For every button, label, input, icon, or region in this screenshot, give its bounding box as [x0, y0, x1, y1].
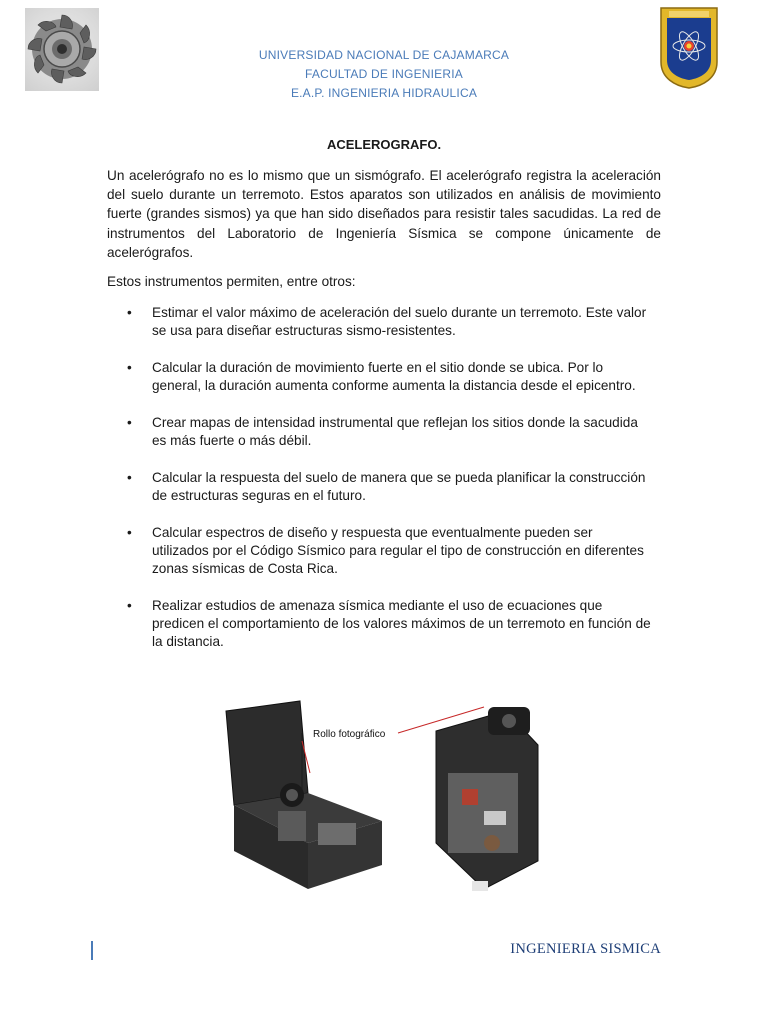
list-item-text: Realizar estudios de amenaza sísmica mediante el uso de ecuaciones que predicen el comportamiento de los valores máximos de un terremoto en función de la distancia. [152, 598, 651, 649]
footer-divider [91, 941, 93, 960]
list-item [107, 597, 661, 651]
bullet-icon: • [127, 525, 132, 540]
bullet-icon: • [127, 360, 132, 375]
photo-callout-label: Rollo fotográfico [313, 729, 386, 740]
list-item [107, 304, 661, 340]
list-item [107, 414, 661, 450]
bullet-icon: • [127, 598, 132, 613]
list-item [107, 359, 661, 395]
list-item-text: Calcular espectros de diseño y respuesta que eventualmente pueden ser utilizados por el Código Sísmico para regular el tipo de construcción en diferentes zonas sísmicas de Costa Rica. [152, 525, 644, 576]
faculty-name: FACULTAD DE INGENIERIA [305, 67, 463, 81]
list-item-text: Calcular la respuesta del suelo de manera que se pueda planificar la construcción de estructuras seguras en el futuro. [152, 470, 646, 503]
school-name: E.A.P. INGENIERIA HIDRAULICA [290, 86, 478, 100]
list-item [107, 469, 661, 505]
subintro-paragraph: Estos instrumentos permiten, entre otros: [107, 274, 356, 289]
footer-text: INGENIERIA SISMICA [510, 941, 661, 957]
bullet-icon: • [127, 305, 132, 320]
list-item-text: Crear mapas de intensidad instrumental que reflejan los sitios donde la sacudida es más fuerte o más débil. [152, 415, 638, 448]
list-item-text: Calcular la duración de movimiento fuerte en el sitio donde se ubica. Por lo general, la duración aumenta conforme aumenta la distancia desde el epicentro. [152, 360, 636, 393]
list-item [107, 524, 661, 578]
accelerograph-right-illustration [436, 707, 538, 891]
accelerograph-photo [222, 693, 542, 893]
intro-paragraph: Un acelerógrafo no es lo mismo que un sismógrafo. El acelerógrafo registra la aceleración del suelo durante un terremoto. Estos aparatos son utilizados en análisis de movimiento fuerte (grandes sismos) ya que han sido diseñados para resistir tales sacudidas. La red de instrumentos del Laboratorio de Ingeniería Sísmica se compone únicamente de acelerógrafos. [107, 168, 661, 260]
capabilities-list [107, 304, 661, 670]
bullet-icon: • [127, 470, 132, 485]
document-header [0, 46, 768, 103]
list-item-text: Estimar el valor máximo de aceleración del suelo durante un terremoto. Este valor se usa para diseñar estructuras sismo-resistentes. [152, 305, 647, 338]
bullet-icon: • [127, 415, 132, 430]
university-name: UNIVERSIDAD NACIONAL DE CAJAMARCA [258, 48, 510, 62]
page-title: ACELEROGRAFO. [326, 137, 442, 152]
